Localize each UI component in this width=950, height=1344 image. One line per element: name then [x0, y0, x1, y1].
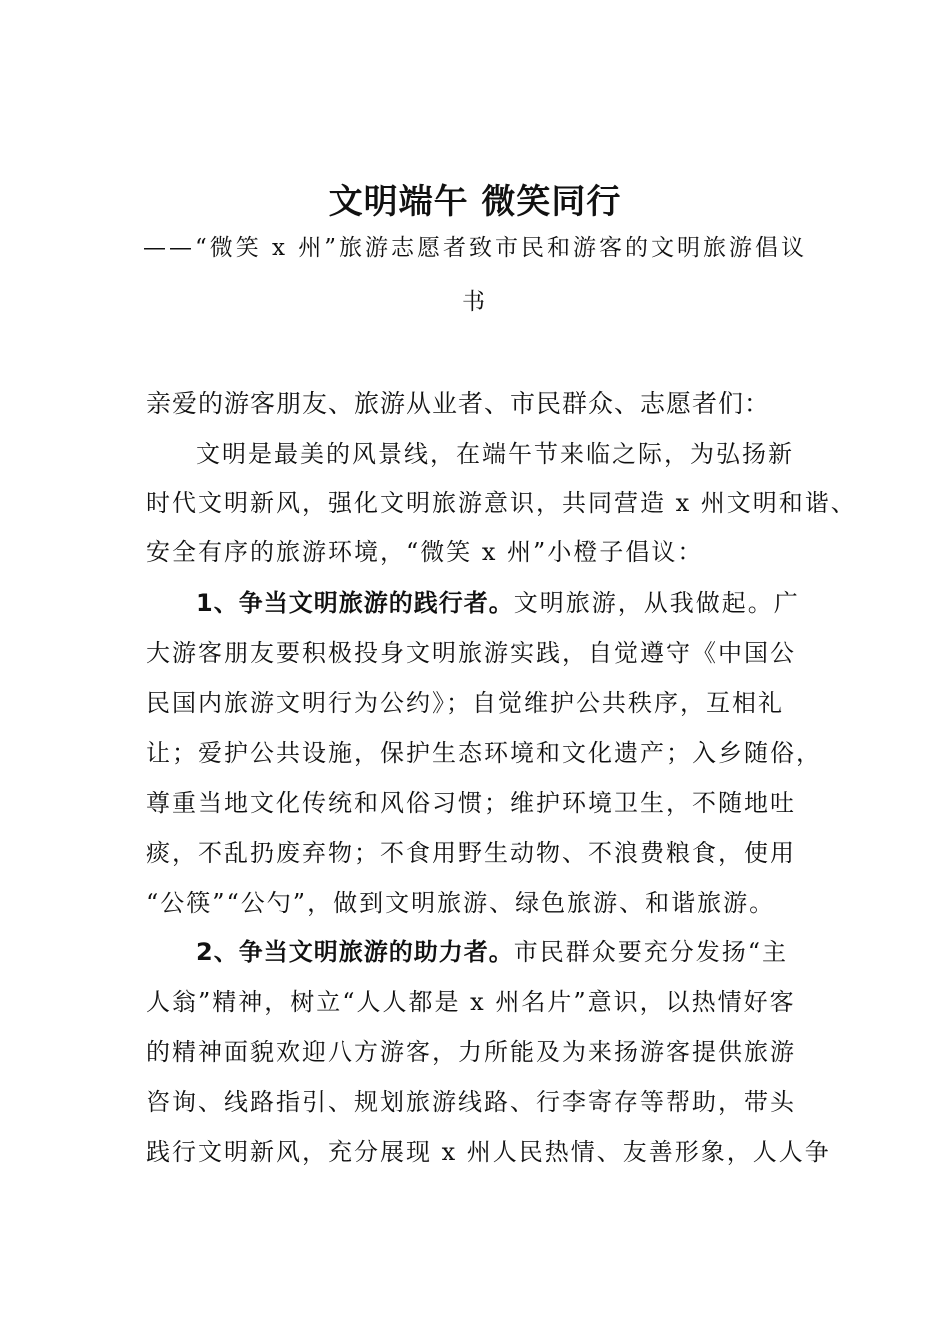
item1-first-line [196, 588, 800, 618]
item2-heading: 2、争当文明旅游的助力者。 [196, 938, 514, 966]
intro-line: 时代文明新风，强化文明旅游意识，共同营造 x 州文明和谐、 [146, 489, 857, 517]
item1-line: 痰，不乱扔废弃物；不食用野生动物、不浪费粮食，使用 [146, 839, 796, 867]
item1-line: 尊重当地文化传统和风俗习惯；维护环境卫生，不随地吐 [146, 789, 796, 817]
item1-line: 大游客朋友要积极投身文明旅游实践，自觉遵守《中国公 [146, 639, 796, 667]
item1-line: 民国内旅游文明行为公约》；自觉维护公共秩序，互相礼 [146, 689, 784, 717]
item2-line: 咨询、线路指引、规划旅游线路、行李寄存等帮助，带头 [146, 1088, 796, 1116]
item1-line: 让；爱护公共设施，保护生态环境和文化遗产；入乡随俗， [146, 739, 822, 767]
item2-first-line [196, 937, 788, 967]
item1-first-text: 文明旅游，从我做起。广 [513, 589, 800, 617]
item1-heading: 1、争当文明旅游的践行者。 [196, 589, 514, 617]
item2-line: 的精神面貌欢迎八方游客，力所能及为来扬游客提供旅游 [146, 1038, 796, 1066]
item2-line: 人翁”精神，树立“人人都是 x 州名片”意识，以热情好客 [146, 988, 796, 1016]
item2-first-text: 市民群众要充分发扬“主 [513, 938, 788, 966]
item1-line: “公筷”“公勺”，做到文明旅游、绿色旅游、和谐旅游。 [146, 889, 776, 917]
intro-line: 文明是最美的风景线，在端午节来临之际，为弘扬新 [196, 440, 794, 468]
intro-line: 安全有序的旅游环境，“微笑 x 州”小橙子倡议： [146, 538, 704, 566]
salutation: 亲爱的游客朋友、旅游从业者、市民群众、志愿者们： [146, 389, 771, 418]
document-subtitle-line2: 书 [462, 289, 488, 315]
item2-line: 践行文明新风，充分展现 x 州人民热情、友善形象，人人争 [146, 1138, 831, 1166]
document-subtitle-line1: ——“微笑 x 州”旅游志愿者致市民和游客的文明旅游倡议 [142, 235, 808, 261]
document-title: 文明端午 微笑同行 [328, 182, 622, 222]
